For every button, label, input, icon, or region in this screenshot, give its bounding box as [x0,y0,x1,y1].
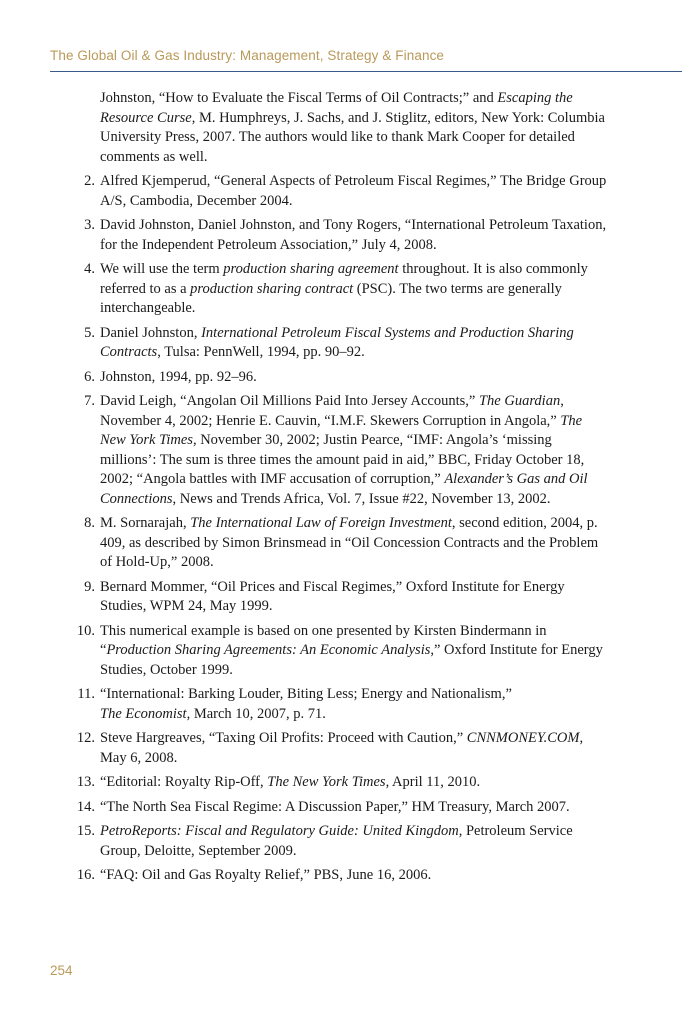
endnote-text: We will use the term production sharing agreement throughout. It is also commonly referred to as a production sharing contract (PSC). The two terms are generally interchangeable. [100,261,588,316]
endnote [70,324,610,363]
endnote-text: “International: Barking Louder, Biting Less; Energy and Nationalism,” The Economist, March 10, 2007, p. 71. [100,686,512,722]
endnote-number: 16. [76,867,95,883]
endnote [70,578,610,617]
endnote-number: 5. [84,324,95,341]
endnote-text: “FAQ: Oil and Gas Royalty Relief,” PBS, June 16, 2006. [100,867,432,883]
endnote-number: 8. [84,515,95,531]
endnote-number: 15. [76,823,95,839]
endnote-number: 13. [76,774,95,790]
endnote [70,822,610,861]
endnote-text: PetroReports: Fiscal and Regulatory Guide: United Kingdom, Petroleum Service Group, Deloitte, September 2009. [100,823,573,859]
book-title: The Global Oil & Gas Industry: Management, Strategy & Finance [50,48,445,63]
endnote [70,392,610,509]
endnote [70,216,610,255]
endnote [70,798,610,818]
endnote-text: Johnston, “How to Evaluate the Fiscal Terms of Oil Contracts;” and Escaping the Resource Curse, M. Humphreys, J. Sachs, and J. Stiglitz, editors, New York: Columbia University Press, 2007. The authors would like to thank Mark Cooper for detailed comments as well. [100,90,605,165]
endnote-text: David Johnston, Daniel Johnston, and Tony Rogers, “International Petroleum Taxation, for the Independent Petroleum Association,” July 4, 2008. [100,217,607,253]
endnote-text: Steve Hargreaves, “Taxing Oil Profits: Proceed with Caution,” CNNMONEY.COM, May 6, 2008. [100,730,584,766]
endnote [70,89,610,167]
page-number: 254 [50,963,73,978]
endnote-number: 6. [84,368,95,385]
endnote-text: “The North Sea Fiscal Regime: A Discussion Paper,” HM Treasury, March 2007. [100,798,570,815]
endnote-text: Alfred Kjemperud, “General Aspects of Petroleum Fiscal Regimes,” The Bridge Group A/S, Cambodia, December 2004. [100,173,607,209]
endnote-text: Bernard Mommer, “Oil Prices and Fiscal Regimes,” Oxford Institute for Energy Studies, WPM 24, May 1999. [100,578,565,614]
endnote [70,368,610,388]
endnote [70,729,610,768]
endnote-text: This numerical example is based on one presented by Kirsten Bindermann in “Production Sharing Agreements: An Economic Analysis,” Oxford Institute for Energy Studies, October 1999. [100,622,603,678]
endnote-text: Johnston, 1994, pp. 92–96. [100,368,257,385]
endnote-text: Daniel Johnston, International Petroleum Fiscal Systems and Production Sharing Contracts, Tulsa: PennWell, 1994, pp. 90–92. [100,324,574,360]
endnote [70,622,610,681]
endnote-text: M. Sornarajah, The International Law of Foreign Investment, second edition, 2004, p. 409, as described by Simon Brinsmead in “Oil Concession Contracts and the Problem of Hold-Up,” 2008. [100,515,599,570]
endnote-text: David Leigh, “Angolan Oil Millions Paid Into Jersey Accounts,” The Guardian, November 4, 2002; Henrie E. Cauvin, “I.M.F. Skewers Corruption in Angola,” The New York Times, November 30, 2002; Justin Pearce, “IMF: Angola’s ‘missing millions’: The sum is three times the amount paid in aid,” BBC, Friday October 18, 2002; “Angola battles with IMF accusation of corruption,” Alexander’s Gas and Oil Connections, News and Trends Africa, Vol. 7, Issue #22, November 13, 2002. [100,393,588,507]
running-header [50,45,682,72]
endnote-number: 2. [84,173,95,189]
endnote-number: 11. [77,686,95,702]
endnote-number: 9. [84,578,95,595]
endnote-number: 7. [84,393,95,409]
endnote [70,866,610,886]
endnote-number: 10. [76,622,95,639]
endnote [70,260,610,319]
endnote-number: 4. [84,261,95,277]
endnote-number: 3. [84,217,95,233]
endnote-number: 14. [76,798,95,815]
endnote [70,514,610,573]
endnote-number: 12. [76,730,95,746]
endnote [70,172,610,211]
endnote [70,773,610,793]
endnote [70,685,610,724]
endnotes-list [70,89,610,891]
endnote-text: “Editorial: Royalty Rip-Off, The New York Times, April 11, 2010. [100,774,481,790]
